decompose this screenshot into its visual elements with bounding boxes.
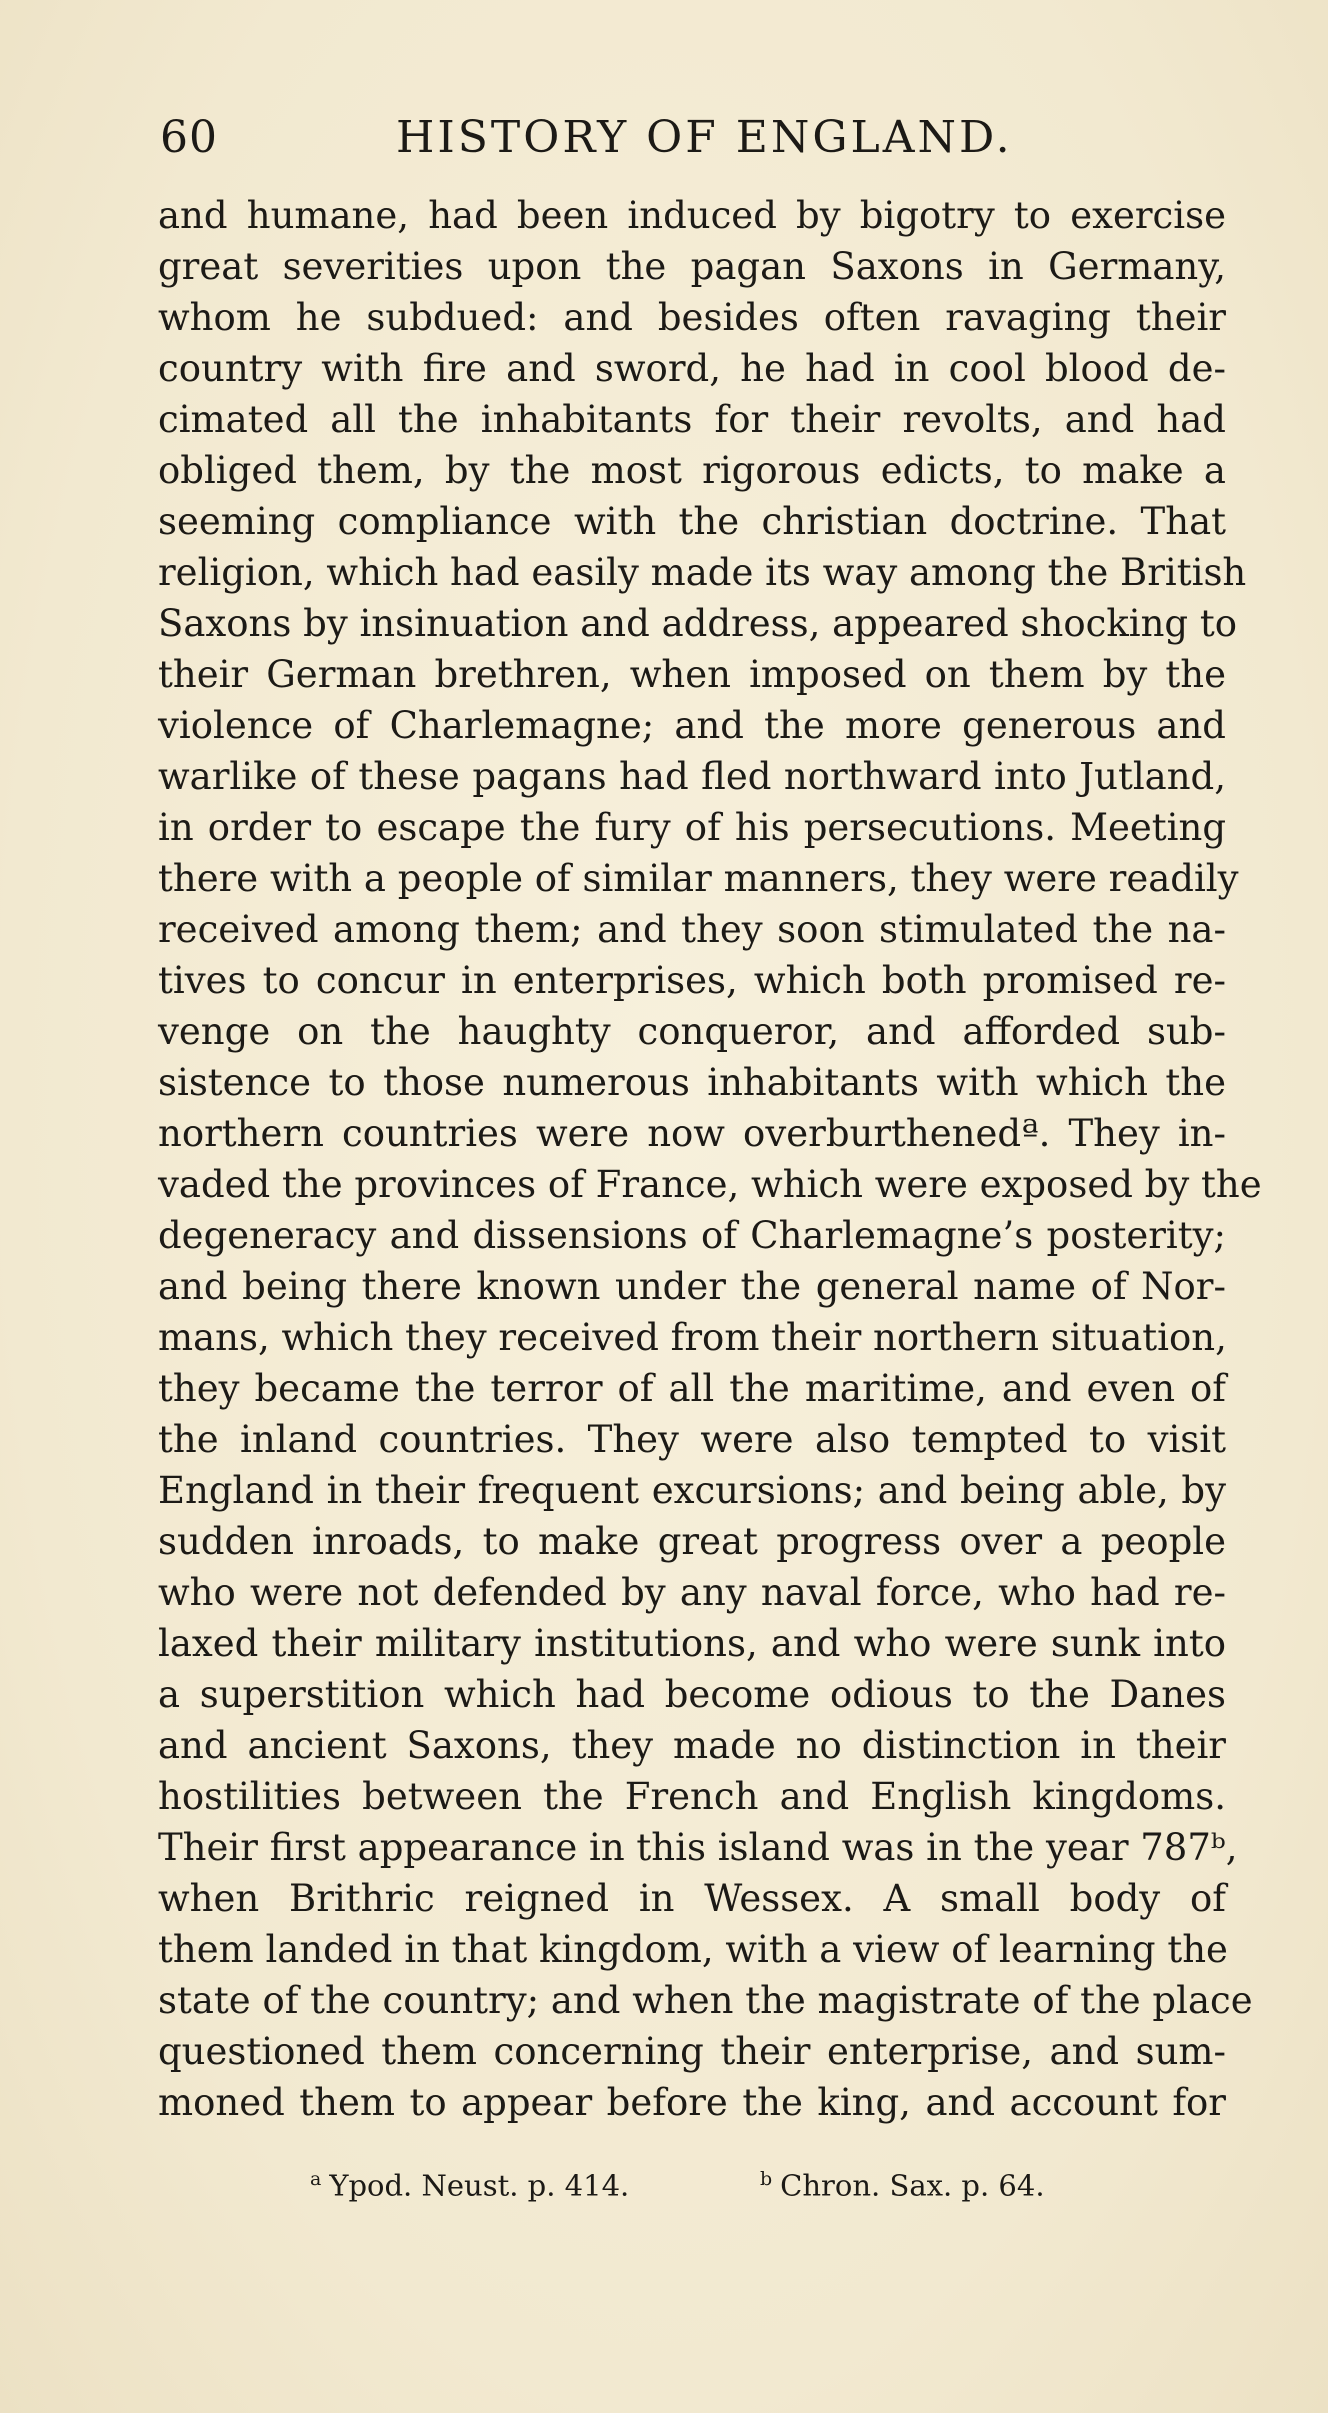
text-line: and being there known under the general name of Nor- <box>158 1265 1226 1308</box>
text-line: Their first appearance in this island was in the year 787ᵇ, <box>158 1826 1238 1869</box>
text-line: whom he subdued: and besides often ravaging their <box>158 296 1226 339</box>
footnote-b-text: Chron. Sax. p. 64. <box>780 2168 1045 2203</box>
text-line: when Brithric reigned in Wessex. A small body of <box>158 1877 1226 1920</box>
text-line: venge on the haughty conqueror, and afforded sub- <box>158 1010 1226 1053</box>
body-text <box>158 190 1262 2128</box>
text-line: and humane, had been induced by bigotry to exercise <box>158 194 1226 237</box>
running-title: HISTORY OF ENGLAND. <box>396 112 1013 163</box>
text-line: there with a people of similar manners, they were readily <box>158 857 1239 900</box>
text-line: Saxons by insinuation and address, appeared shocking to <box>158 602 1237 645</box>
footnote-b-marker: b <box>760 2168 773 2190</box>
text-line: laxed their military institutions, and who were sunk into <box>158 1622 1226 1665</box>
text-line: religion, which had easily made its way among the British <box>158 551 1247 594</box>
footnotes <box>310 2168 1110 2218</box>
text-line: a superstition which had become odious to the Danes <box>158 1673 1226 1716</box>
text-line: who were not defended by any naval force, who had re- <box>158 1571 1226 1614</box>
text-line: sudden inroads, to make great progress over a people <box>158 1520 1226 1563</box>
text-line: hostilities between the French and English kingdoms. <box>158 1775 1226 1818</box>
footnote-a-marker: a <box>310 2168 322 2190</box>
text-line: tives to concur in enterprises, which both promised re- <box>158 959 1226 1002</box>
text-line: they became the terror of all the maritime, and even of <box>158 1367 1226 1410</box>
text-line: England in their frequent excursions; and being able, by <box>158 1469 1226 1512</box>
text-line: cimated all the inhabitants for their revolts, and had <box>158 398 1226 441</box>
text-line: vaded the provinces of France, which were exposed by the <box>158 1163 1262 1206</box>
text-line: degeneracy and dissensions of Charlemagne’s posterity; <box>158 1214 1226 1257</box>
page-number: 60 <box>160 112 218 163</box>
text-line: country with fire and sword, he had in cool blood de- <box>158 347 1226 390</box>
footnote-a-text: Ypod. Neust. p. 414. <box>329 2168 630 2203</box>
text-line: obliged them, by the most rigorous edicts, to make a <box>158 449 1226 492</box>
text-line: their German brethren, when imposed on them by the <box>158 653 1226 696</box>
text-line: sistence to those numerous inhabitants with which the <box>158 1061 1226 1104</box>
text-line: and ancient Saxons, they made no distinction in their <box>158 1724 1226 1767</box>
footnote-a <box>310 2168 629 2203</box>
text-line: received among them; and they soon stimulated the na- <box>158 908 1226 951</box>
text-line: the inland countries. They were also tempted to visit <box>158 1418 1226 1461</box>
text-line: violence of Charlemagne; and the more generous and <box>158 704 1226 747</box>
page-header <box>160 112 1260 182</box>
text-line: state of the country; and when the magistrate of the place <box>158 1979 1253 2022</box>
text-line: them landed in that kingdom, with a view of learning the <box>158 1928 1228 1971</box>
text-line: great severities upon the pagan Saxons in Germany, <box>158 245 1226 288</box>
text-line: warlike of these pagans had fled northward into Jutland, <box>158 755 1226 798</box>
text-line: northern countries were now overburthenedª. They in- <box>158 1112 1226 1155</box>
text-line: mans, which they received from their northern situation, <box>158 1316 1227 1359</box>
text-line: in order to escape the fury of his persecutions. Meeting <box>158 806 1226 849</box>
text-line: questioned them concerning their enterprise, and sum- <box>158 2030 1226 2073</box>
text-line: seeming compliance with the christian doctrine. That <box>158 500 1226 543</box>
footnote-b <box>760 2168 1045 2203</box>
text-line: moned them to appear before the king, and account for <box>158 2081 1226 2124</box>
